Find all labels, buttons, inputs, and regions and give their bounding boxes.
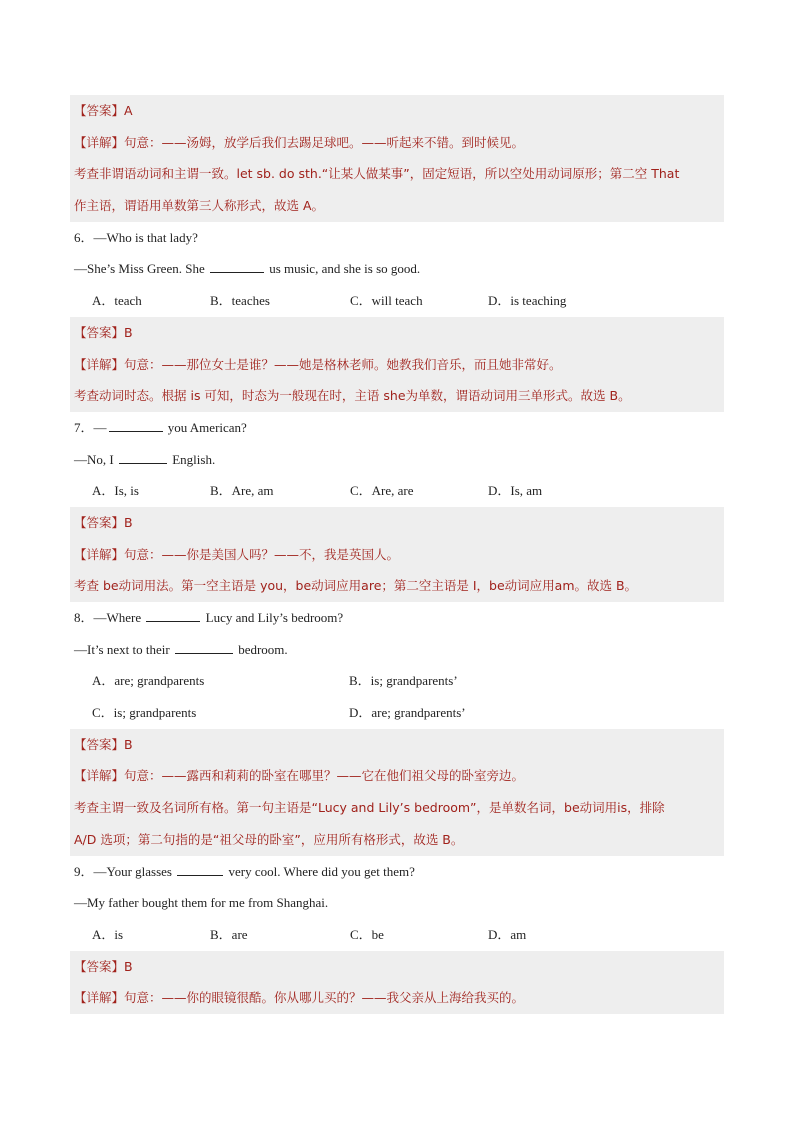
detail-line: 考查主谓一致及名词所有格。第一句主语是“Lucy and Lily’s bedroom”，是单数名词，be动词用is，排除 — [70, 792, 724, 824]
question-line: 9．—Your glasses very cool. Where did you get them? — [70, 856, 724, 888]
option-a: A．Is, is — [92, 483, 139, 499]
answer-blank — [175, 639, 233, 654]
answer-line: 【答案】B — [70, 507, 724, 539]
detail-line: 【详解】句意：——那位女士是谁？——她是格林老师。她教我们音乐，而且她非常好。 — [70, 349, 724, 381]
detail-line: 考查动词时态。根据 is 可知，时态为一般现在时，主语 she为单数，谓语动词用三单形式。故选 B。 — [70, 380, 724, 412]
exam-content — [70, 95, 724, 1014]
question-line: 7．— you American? — [70, 412, 724, 444]
option-c: C．will teach — [350, 293, 423, 309]
options-row — [70, 665, 724, 697]
answer-blank — [177, 861, 223, 876]
option-b: B．is; grandparents’ — [349, 673, 458, 689]
detail-line: A/D 选项；第二句指的是“祖父母的卧室”，应用所有格形式，故选 B。 — [70, 824, 724, 856]
detail-line: 【详解】句意：——露西和莉莉的卧室在哪里？——它在他们祖父母的卧室旁边。 — [70, 760, 724, 792]
answer-blank — [119, 449, 167, 464]
question-line: —My father bought them for me from Shanghai. — [74, 895, 329, 911]
answer-line: 【答案】B — [70, 729, 724, 761]
answer-blank — [146, 607, 200, 622]
option-c: C．is; grandparents — [92, 705, 197, 721]
option-a: A．teach — [92, 293, 142, 309]
question-line: —It’s next to their bedroom. — [70, 634, 724, 666]
options-row — [70, 919, 724, 951]
question-line: 6．—Who is that lady? — [74, 229, 198, 245]
option-a: A．is — [92, 926, 124, 942]
option-d: D．are; grandparents’ — [349, 705, 466, 721]
option-a: A．are; grandparents — [92, 673, 205, 689]
option-b: B．Are, am — [210, 483, 274, 499]
answer-line: 【答案】B — [70, 951, 724, 983]
option-c: C．be — [350, 926, 384, 942]
answer-blank — [109, 417, 163, 432]
question-line: —No, I English. — [70, 444, 724, 476]
option-b: B．teaches — [210, 293, 270, 309]
answer-blank — [210, 258, 264, 273]
detail-line: 考查 be动词用法。第一空主语是 you，be动词应用are；第二空主语是 I，be动词应用am。故选 B。 — [70, 570, 724, 602]
options-row — [70, 697, 724, 729]
detail-line: 【详解】句意：——你是美国人吗？——不，我是英国人。 — [70, 539, 724, 571]
question-line: 8．—Where Lucy and Lily’s bedroom? — [70, 602, 724, 634]
option-d: D．is teaching — [488, 293, 567, 309]
options-row — [70, 285, 724, 317]
option-c: C．Are, are — [350, 483, 414, 499]
answer-line: 【答案】B — [70, 317, 724, 349]
detail-line: 【详解】句意：——你的眼镜很酷。你从哪儿买的？——我父亲从上海给我买的。 — [70, 982, 724, 1014]
option-d: D．Is, am — [488, 483, 543, 499]
detail-line: 作主语，谓语用单数第三人称形式，故选 A。 — [70, 190, 724, 222]
question-line: —She’s Miss Green. She us music, and she is so good. — [70, 253, 724, 285]
option-d: D．am — [488, 926, 527, 942]
detail-line: 考查非谓语动词和主谓一致。let sb. do sth.“让某人做某事”，固定短语，所以空处用动词原形；第二空 That — [70, 158, 724, 190]
answer-line: 【答案】A — [70, 95, 724, 127]
option-b: B．are — [210, 926, 248, 942]
detail-line: 【详解】句意：——汤姆，放学后我们去踢足球吧。——听起来不错。到时候见。 — [70, 127, 724, 159]
options-row — [70, 475, 724, 507]
